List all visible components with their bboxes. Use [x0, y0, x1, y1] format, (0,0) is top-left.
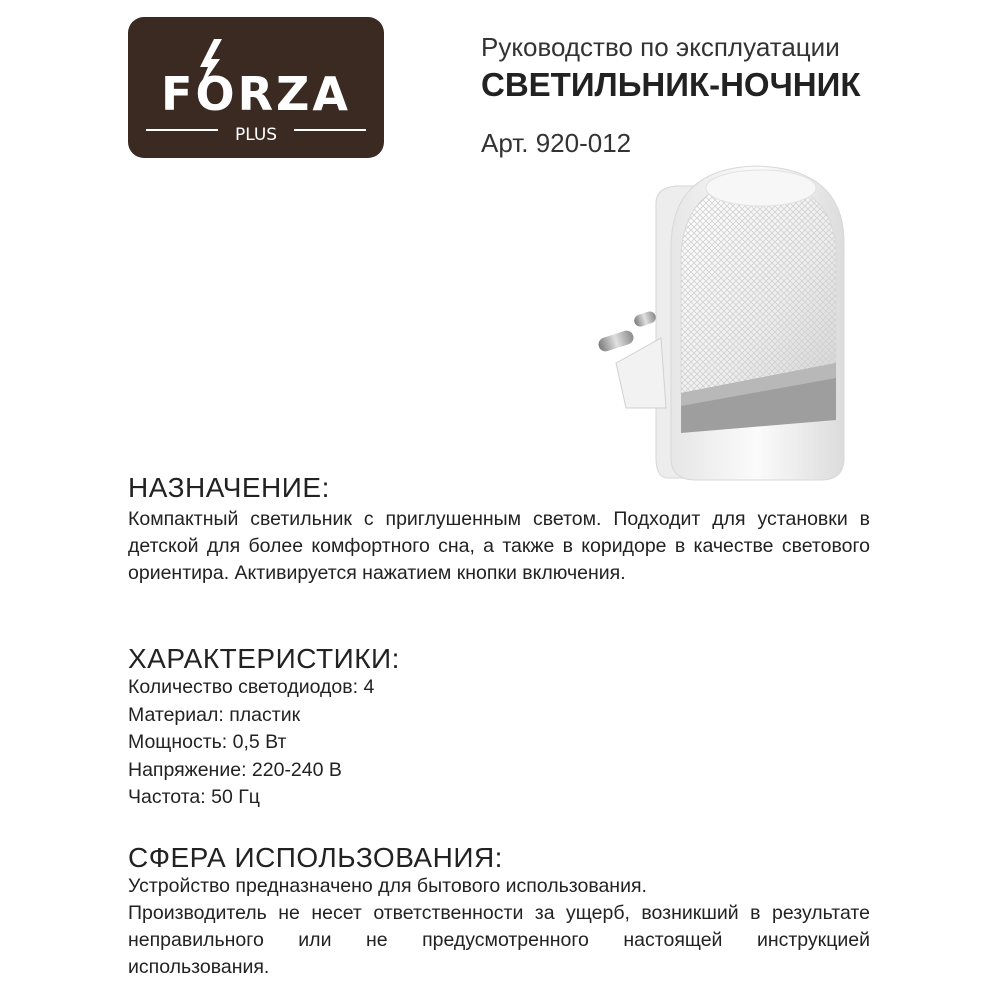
spec-item: Материал: пластик [128, 703, 301, 726]
spec-item: Частота: 50 Гц [128, 786, 260, 808]
spec-item: Количество светодиодов: 4 [128, 676, 375, 698]
spec-item: Мощность: 0,5 Вт [128, 731, 287, 753]
usage-text-2: Производитель не несет ответственности за ущерб, возникший в результате неправильного или не предусмотренного настоящей инструкцией использования. [128, 902, 870, 978]
spec-item: Напряжение: 220-240 В [128, 758, 342, 781]
article-number: Арт. 920-012 [481, 128, 632, 158]
brand-logo [128, 17, 384, 158]
usage-text-1: Устройство предназначено для бытового использования. [128, 875, 647, 897]
purpose-text: Компактный светильник с приглушенным светом. Подходит для установки в детской для более комфортного сна, а также в коридоре в качестве светового ориентира. Активируется нажатием кнопки включения. [128, 508, 870, 584]
specs-list [128, 674, 374, 812]
specs-heading: ХАРАКТЕРИСТИКИ: [128, 643, 400, 674]
page-title: СВЕТИЛЬНИК-НОЧНИК [481, 66, 861, 103]
usage-heading: СФЕРА ИСПОЛЬЗОВАНИЯ: [128, 842, 503, 873]
document-type: Руководство по эксплуатации [481, 32, 840, 62]
night-light-product-image [586, 158, 856, 498]
brand-name: FORZA [161, 67, 351, 121]
brand-sub: PLUS [234, 125, 278, 145]
purpose-heading: НАЗНАЧЕНИЕ: [128, 472, 330, 503]
